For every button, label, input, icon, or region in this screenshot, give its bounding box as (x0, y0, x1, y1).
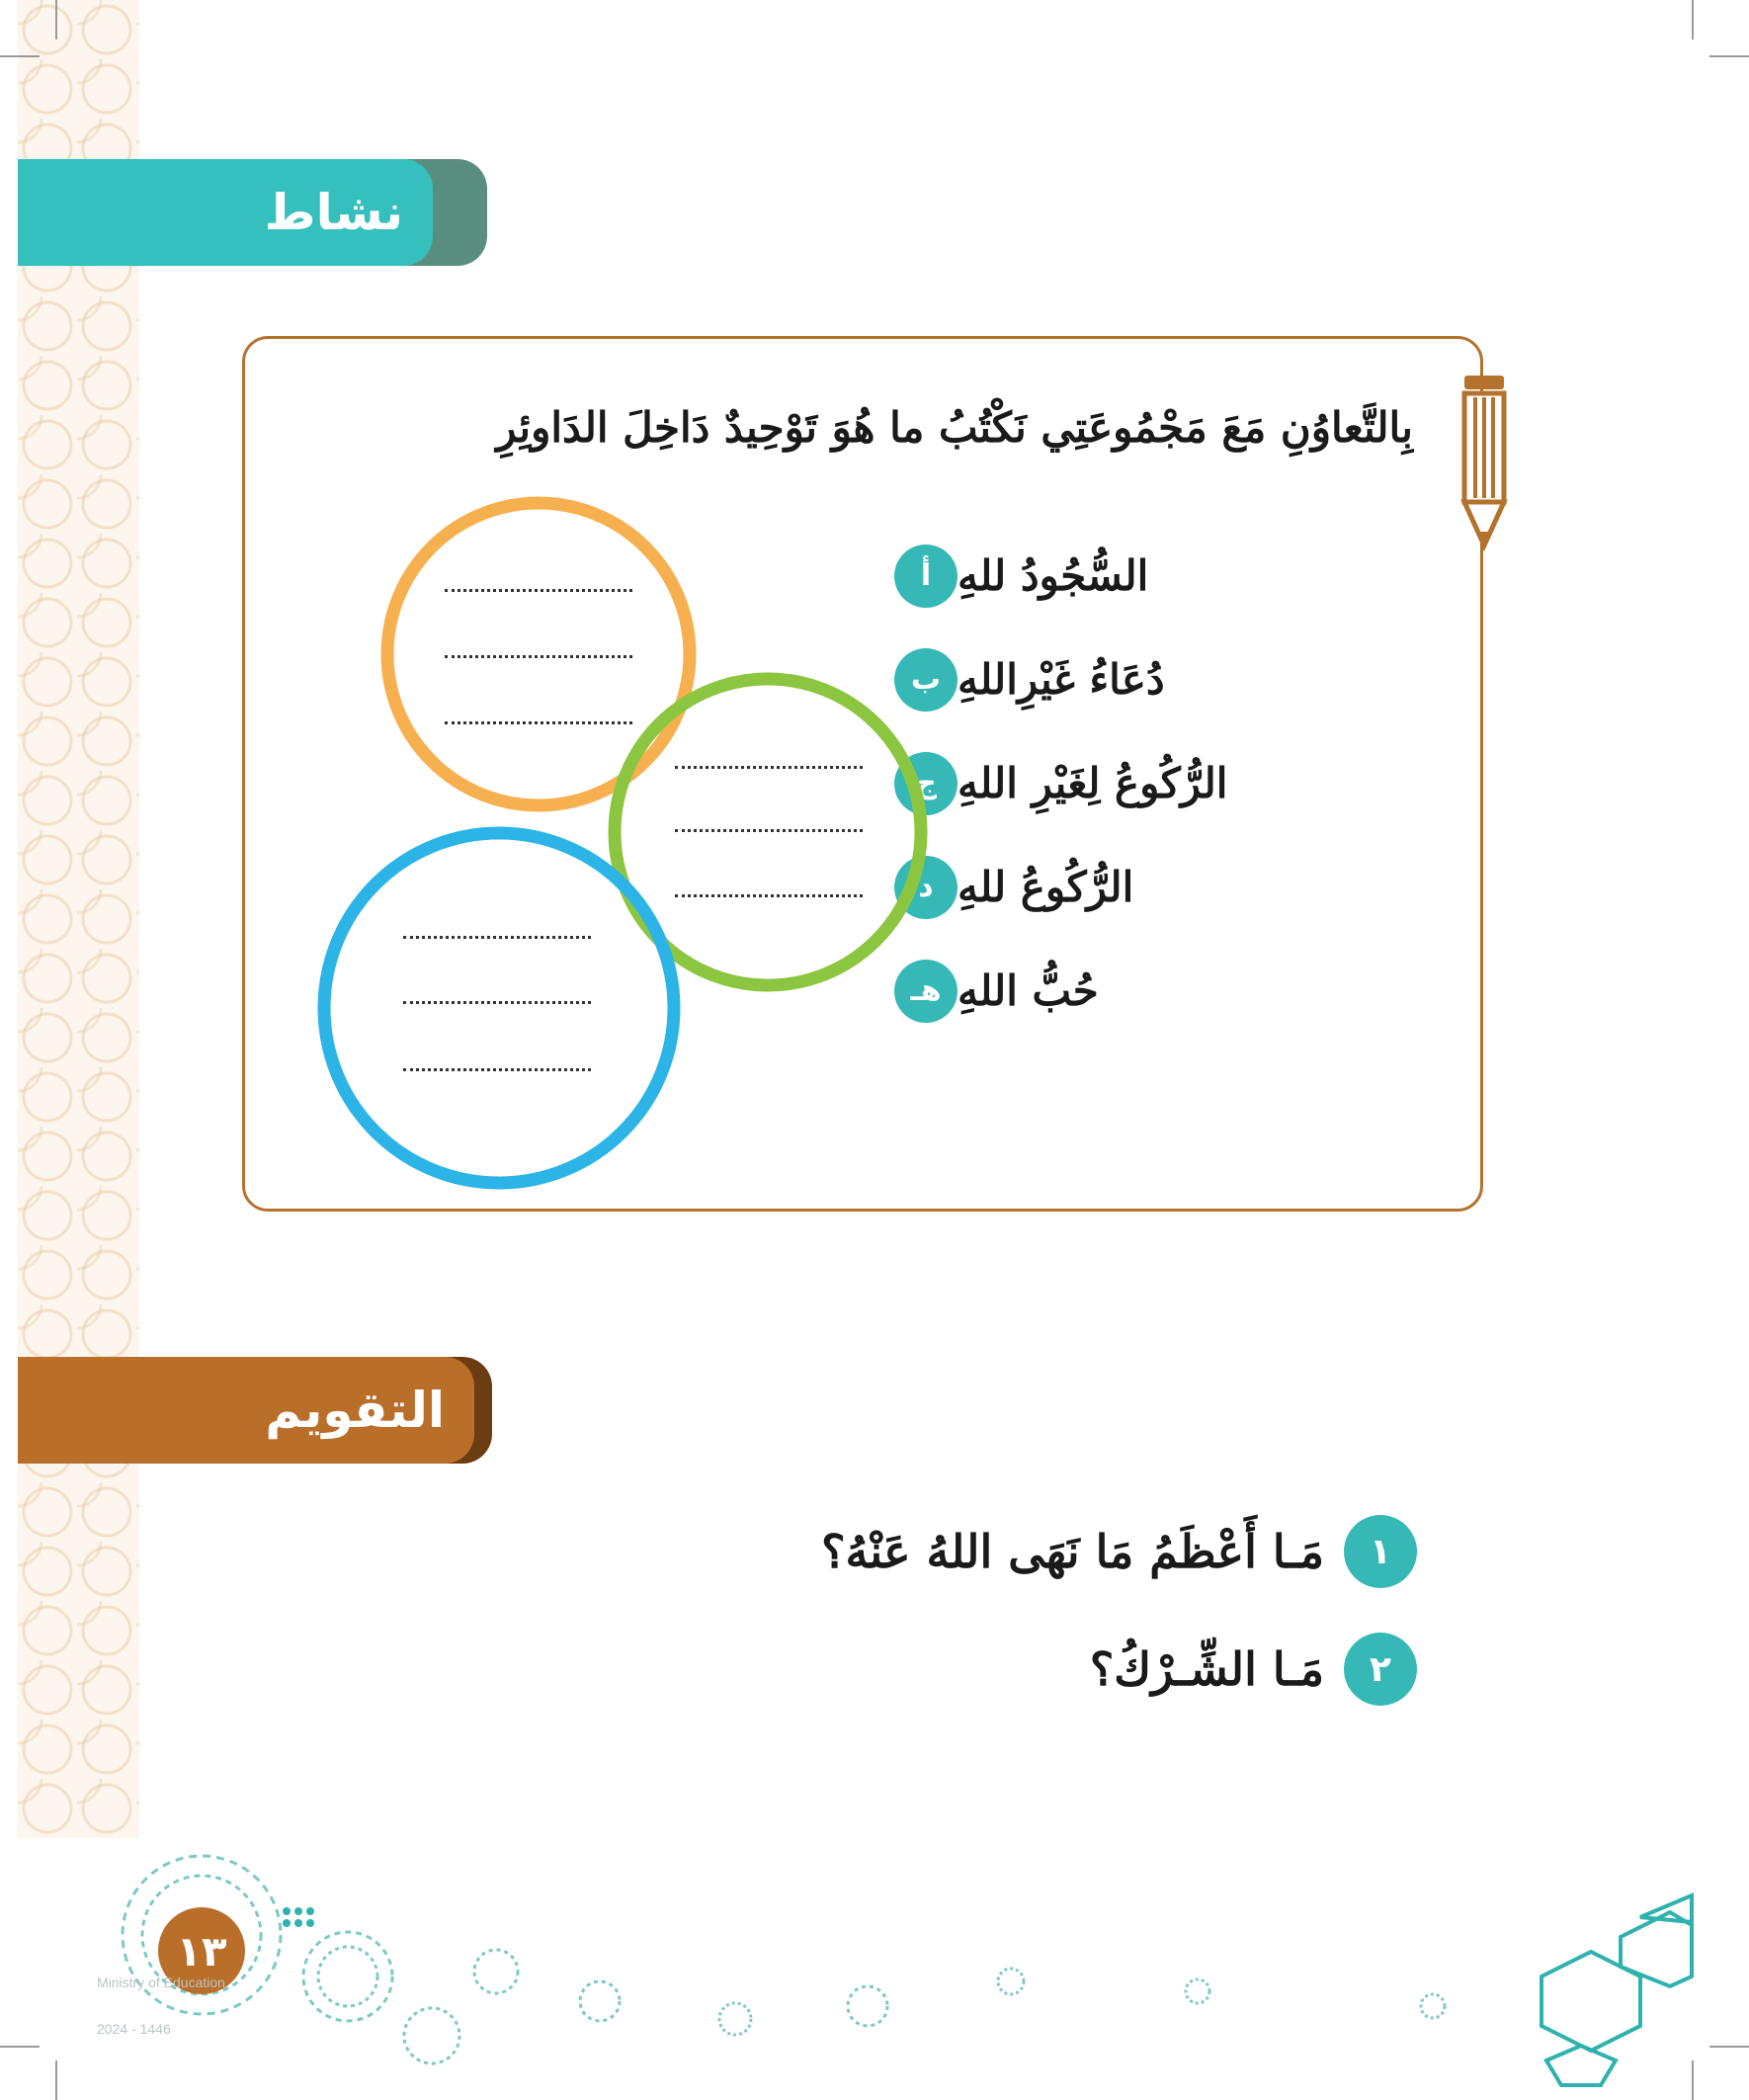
list-item (894, 939, 1408, 1043)
list-item (894, 524, 1408, 628)
pencil-icon (1459, 368, 1509, 555)
item-text: دُعَاءُ غَيْرِاللهِ (958, 655, 1165, 704)
crop-mark (1692, 2060, 1694, 2100)
item-text: الرُّكُوعُ لِغَيْرِ اللهِ (958, 759, 1228, 807)
activity-items-list (894, 524, 1408, 1043)
activity-header (18, 159, 433, 266)
answer-line[interactable] (403, 1065, 591, 1071)
question-text: مَـا الشِّـرْكُ؟ (1089, 1642, 1324, 1696)
crop-mark (0, 55, 40, 57)
activity-instruction: بِالتَّعاوُنِ مَعَ مَجْمُوعَتِي نَكْتُبُ ما هُوَ تَوْحِيدٌ دَاخِلَ الدَاوئِرِ (496, 403, 1413, 452)
item-badge: ب (894, 648, 958, 712)
question-number-badge: ١ (1344, 1515, 1417, 1588)
evaluation-header (18, 1357, 474, 1464)
list-item (894, 835, 1408, 939)
answer-line[interactable] (445, 586, 632, 592)
item-text: حُبُّ اللهِ (958, 966, 1099, 1015)
question-1 (821, 1515, 1417, 1588)
item-text: الرُّكُوعُ للهِ (958, 863, 1134, 911)
answer-line[interactable] (403, 933, 591, 939)
evaluation-title: التقويم (265, 1382, 445, 1439)
answer-line[interactable] (675, 763, 863, 769)
question-text: مَـا أَعْظَمُ مَا نَهَى اللهُ عَنْهُ؟ (821, 1525, 1324, 1578)
list-item (894, 628, 1408, 731)
crop-mark (1709, 2046, 1749, 2048)
page-number-badge: ١٣ (158, 1907, 245, 1994)
answer-line[interactable] (445, 718, 632, 724)
answer-line[interactable] (675, 826, 863, 832)
item-badge: هـ (894, 960, 958, 1023)
item-badge: د (894, 856, 958, 919)
answer-line[interactable] (445, 652, 632, 658)
list-item (894, 731, 1408, 835)
crop-mark (1692, 0, 1694, 40)
crop-mark (0, 2046, 40, 2048)
item-badge: أ (894, 545, 958, 608)
answer-line[interactable] (403, 998, 591, 1004)
activity-title: نشاط (264, 184, 403, 241)
ministry-label: Ministry of Education (97, 1974, 225, 1990)
side-pattern-decoration (18, 0, 139, 1838)
crop-mark (1709, 55, 1749, 57)
question-2 (1090, 1633, 1417, 1706)
year-label: 2024 - 1446 (97, 2021, 171, 2037)
question-number-badge: ٢ (1344, 1633, 1417, 1706)
crop-mark (55, 0, 57, 40)
item-badge: ج (894, 752, 958, 815)
item-text: السُّجُودُ للهِ (958, 551, 1149, 600)
answer-line[interactable] (675, 891, 863, 897)
crop-mark (55, 2060, 57, 2100)
